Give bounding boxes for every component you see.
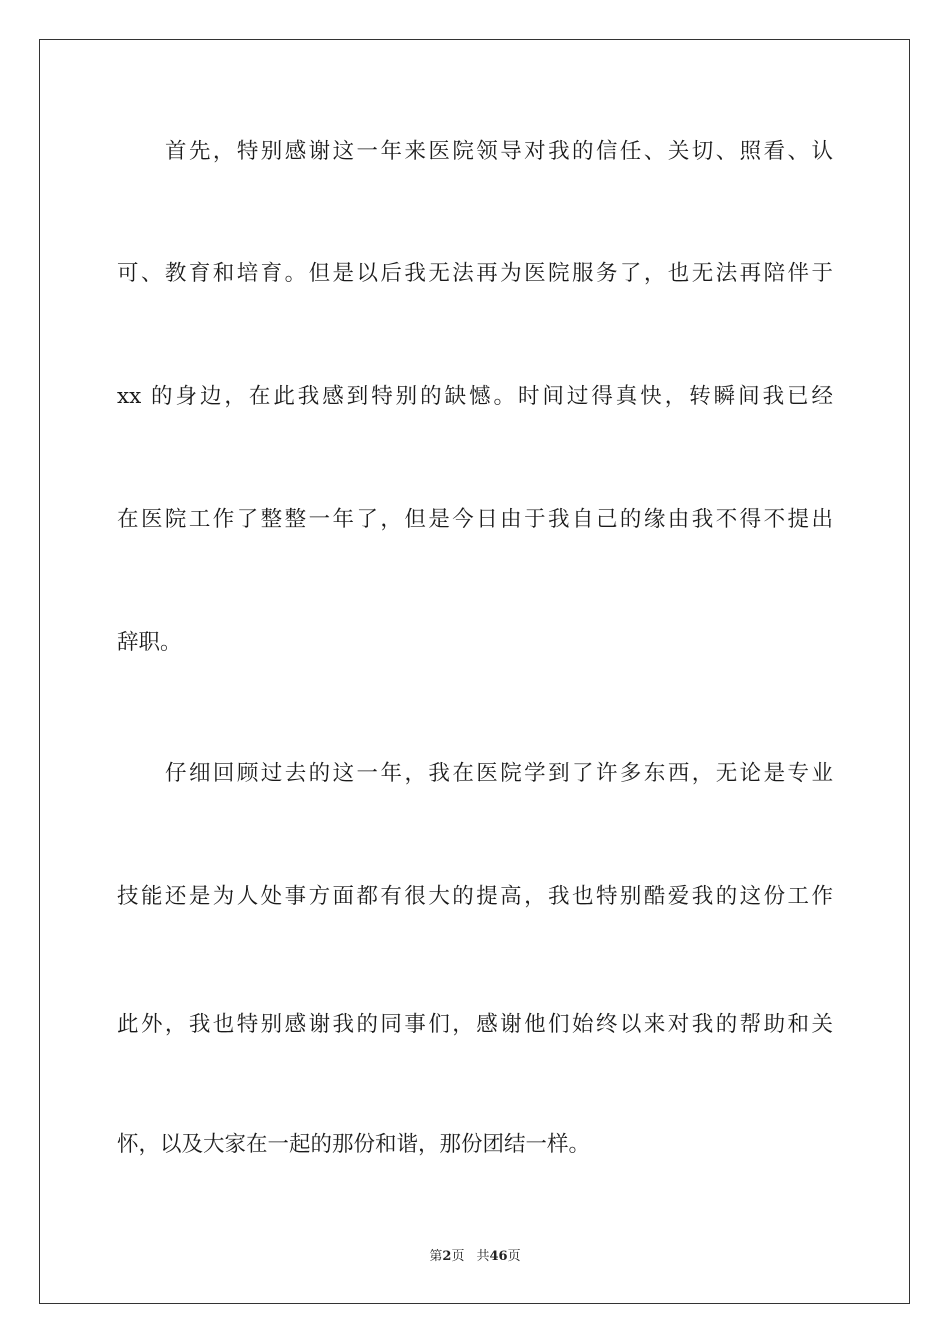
paragraph-3-line-1: 此外，我也特别感谢我的同事们，感谢他们始终以来对我的帮助和关 — [117, 1012, 833, 1037]
paragraph-3-line-2: 怀，以及大家在一起的那份和谐，那份团结一样。 — [117, 1132, 591, 1157]
paragraph-1-line-1: 首先，特别感谢这一年来医院领导对我的信任、关切、照看、认 — [165, 139, 833, 164]
footer-page-prefix: 第 — [429, 1249, 443, 1264]
page-footer — [0, 1248, 950, 1266]
paragraph-1-line-5: 辞职。 — [117, 630, 182, 655]
footer-total-pages: 46 — [489, 1249, 508, 1264]
paragraph-2-line-2: 技能还是为人处事方面都有很大的提高，我也特别酷爱我的这份工作 — [117, 884, 833, 909]
page-border — [39, 39, 910, 1304]
footer-total-prefix: 共 — [476, 1249, 490, 1264]
paragraph-2-line-1: 仔细回顾过去的这一年，我在医院学到了许多东西，无论是专业 — [165, 761, 833, 786]
footer-page-number: 2 — [442, 1249, 452, 1264]
footer-page-suffix: 页 — [451, 1249, 465, 1264]
paragraph-1-line-2: 可、教育和培育。但是以后我无法再为医院服务了，也无法再陪伴于 — [117, 261, 833, 286]
paragraph-1-line-4: 在医院工作了整整一年了，但是今日由于我自己的缘由我不得不提出 — [117, 507, 833, 532]
footer-total-suffix: 页 — [507, 1249, 521, 1264]
paragraph-1-line-3: xx 的身边，在此我感到特别的缺憾。时间过得真快，转瞬间我已经 — [117, 384, 833, 409]
